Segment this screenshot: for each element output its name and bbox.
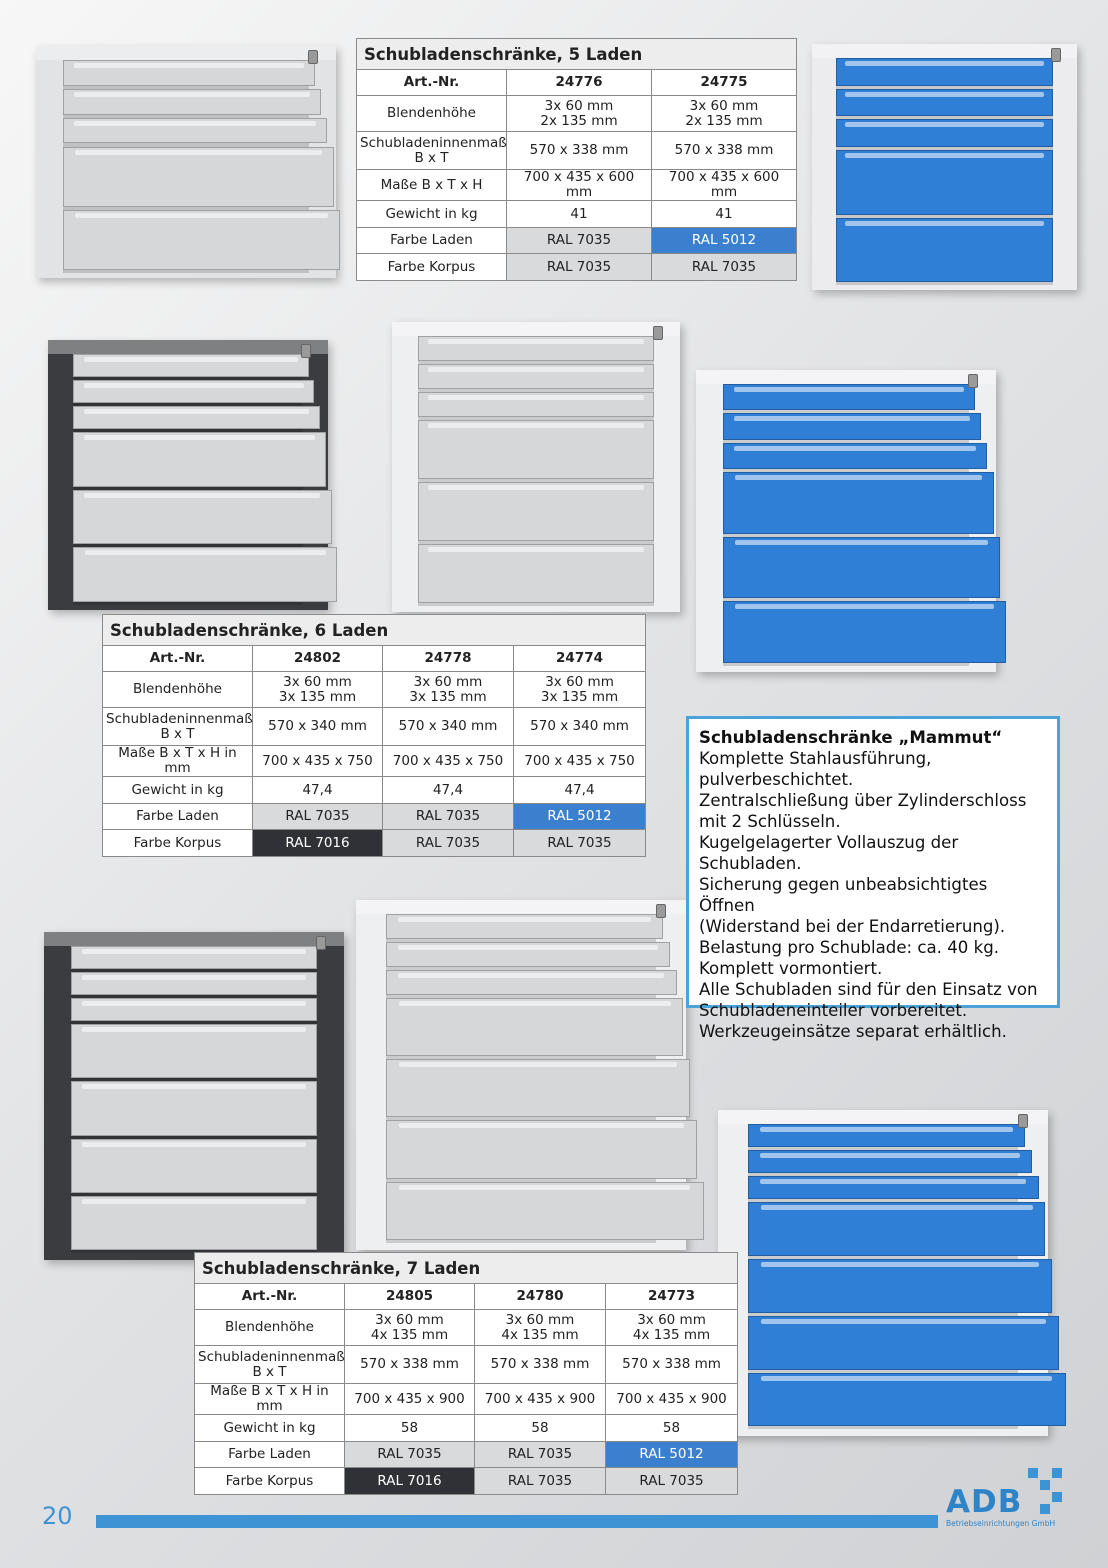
spec-value: 700 x 435 x 750 (383, 746, 514, 777)
row-label: Blendenhöhe (103, 672, 253, 708)
spec-value: 700 x 435 x 900 (345, 1384, 475, 1415)
row-label: Gewicht in kg (103, 777, 253, 804)
drawer-handle (761, 1319, 1046, 1324)
drawer (73, 380, 314, 403)
drawer-handle (735, 540, 988, 545)
drawer (418, 544, 654, 603)
table-title: Schubladenschränke, 6 Laden (103, 615, 646, 646)
spec-value: RAL 7035 (507, 254, 652, 281)
drawer (418, 420, 654, 479)
cabinet-front (386, 914, 657, 1243)
drawer-handle (74, 121, 315, 126)
table-row (357, 201, 797, 228)
logo-name: ADB (946, 1484, 1023, 1520)
cabinet-6-anthracite-image (48, 340, 328, 610)
drawer-handle (82, 949, 307, 954)
article-number: 24805 (345, 1284, 475, 1310)
spec-value: 570 x 340 mm (253, 708, 383, 746)
drawer-handle (399, 1123, 684, 1128)
drawer-handle (82, 1027, 307, 1032)
drawer-handle (845, 92, 1043, 97)
drawer (71, 1081, 317, 1135)
cabinet-5-blue-image (812, 44, 1077, 290)
spec-value: 3x 60 mm 4x 135 mm (475, 1310, 606, 1346)
info-line: Belastung pro Schublade: ca. 40 kg. (699, 938, 1000, 957)
row-label: Maße B x T x H (357, 170, 507, 201)
drawer-handle (428, 339, 643, 344)
lock-icon (308, 50, 318, 64)
spec-value: RAL 7035 (383, 804, 514, 830)
spec-value: 3x 60 mm 4x 135 mm (606, 1310, 738, 1346)
cabinet-top (44, 932, 344, 946)
row-label: Blendenhöhe (195, 1310, 345, 1346)
table-row (357, 170, 797, 201)
info-line: Komplett vormontiert. (699, 959, 883, 978)
spec-value: RAL 7016 (345, 1468, 475, 1495)
drawer-handle (761, 1262, 1039, 1267)
drawer-handle (734, 416, 970, 421)
spec-value: RAL 7035 (514, 830, 646, 857)
spec-value: RAL 7035 (475, 1468, 606, 1495)
drawer-handle (734, 387, 964, 392)
drawer (748, 1202, 1046, 1256)
drawer-handle (845, 153, 1043, 158)
cabinet-top (392, 322, 680, 336)
spec-value: RAL 7035 (253, 804, 383, 830)
drawer (73, 406, 320, 429)
table-row (103, 830, 646, 857)
row-label: Schubladeninnenmaß B x T (357, 132, 507, 170)
article-number: 24775 (652, 70, 797, 96)
cabinet-top (812, 44, 1077, 58)
lock-icon (301, 344, 311, 358)
drawer (71, 946, 317, 969)
row-label: Farbe Korpus (103, 830, 253, 857)
spec-value: RAL 7035 (652, 254, 797, 281)
drawer (386, 1059, 690, 1117)
table-header-row (195, 1284, 738, 1310)
spec-value: 47,4 (383, 777, 514, 804)
logo-subtitle: Betriebseinrichtungen GmbH (946, 1519, 1056, 1528)
spec-value: RAL 5012 (652, 228, 797, 254)
row-label: Maße B x T x H in mm (195, 1384, 345, 1415)
info-title: Schubladenschränke „Mammut“ (699, 728, 1003, 747)
spec-value: 570 x 338 mm (606, 1346, 738, 1384)
logo-square-icon (1052, 1492, 1062, 1502)
footer-bar (96, 1515, 938, 1528)
drawer (63, 89, 321, 115)
drawer-handle (734, 446, 975, 451)
lock-icon (653, 326, 663, 340)
spec-value: 700 x 435 x 900 (475, 1384, 606, 1415)
drawer (836, 119, 1053, 147)
drawer-handle (84, 409, 309, 414)
article-number: 24802 (253, 646, 383, 672)
table-row (103, 804, 646, 830)
row-label: Schubladeninnenmaß B x T (195, 1346, 345, 1384)
row-label: Blendenhöhe (357, 96, 507, 132)
art-nr-label: Art.-Nr. (195, 1284, 345, 1310)
table-row (195, 1384, 738, 1415)
spec-value: 700 x 435 x 600 mm (507, 170, 652, 201)
cabinet-front (418, 336, 654, 606)
info-line: (Widerstand bei der Endarretierung). (699, 917, 1006, 936)
drawer (836, 58, 1053, 86)
drawer (723, 413, 981, 439)
spec-value: RAL 7035 (475, 1442, 606, 1468)
spec-value: RAL 5012 (606, 1442, 738, 1468)
drawer-handle (82, 1001, 307, 1006)
drawer-handle (398, 945, 658, 950)
lock-icon (656, 904, 666, 918)
spec-value: 3x 60 mm 3x 135 mm (514, 672, 646, 708)
cabinet-6-grey-image (392, 322, 680, 612)
info-text (699, 748, 1047, 1042)
table-header-row (357, 70, 797, 96)
drawer (63, 60, 315, 86)
spec-value: 700 x 435 x 600 mm (652, 170, 797, 201)
cabinet-6-blue-image (696, 370, 996, 672)
info-line: mit 2 Schlüsseln. (699, 812, 841, 831)
table-row (195, 1310, 738, 1346)
drawer-handle (761, 1376, 1052, 1381)
drawer (386, 1120, 697, 1178)
spec-value: RAL 7016 (253, 830, 383, 857)
cabinet-top (36, 46, 336, 60)
drawer (71, 1196, 317, 1250)
article-number: 24773 (606, 1284, 738, 1310)
drawer (418, 364, 654, 389)
drawer (836, 150, 1053, 215)
table-row (103, 672, 646, 708)
drawer-handle (760, 1127, 1013, 1132)
spec-value: 700 x 435 x 900 (606, 1384, 738, 1415)
drawer (386, 970, 677, 995)
table-row (357, 96, 797, 132)
drawer-handle (75, 213, 328, 218)
drawer (748, 1373, 1066, 1427)
drawer (63, 147, 334, 207)
spec-value: RAL 7035 (383, 830, 514, 857)
article-number: 24776 (507, 70, 652, 96)
row-label: Maße B x T x H in mm (103, 746, 253, 777)
cabinet-7-blue-image (718, 1110, 1048, 1436)
drawer (73, 547, 337, 601)
spec-value: RAL 7035 (345, 1442, 475, 1468)
drawer (748, 1124, 1025, 1147)
lock-icon (1018, 1114, 1028, 1128)
drawer (418, 392, 654, 417)
art-nr-label: Art.-Nr. (103, 646, 253, 672)
article-number: 24780 (475, 1284, 606, 1310)
cabinet-front (836, 58, 1053, 285)
spec-table-7-drawers (194, 1252, 738, 1495)
logo-square-icon (1052, 1468, 1062, 1478)
drawer (71, 1024, 317, 1078)
table-row (195, 1346, 738, 1384)
spec-value: RAL 7035 (606, 1468, 738, 1495)
spec-value: 47,4 (253, 777, 383, 804)
info-line: Komplette Stahlausführung, (699, 749, 932, 768)
lock-icon (316, 936, 326, 950)
drawer-handle (74, 63, 304, 68)
drawer-handle (84, 357, 299, 362)
drawer (63, 210, 340, 270)
drawer-handle (399, 1185, 690, 1190)
drawer (386, 1182, 704, 1240)
page-number: 20 (42, 1502, 73, 1530)
spec-value: 41 (507, 201, 652, 228)
drawer-handle (82, 1199, 307, 1204)
product-info-box (686, 716, 1060, 1041)
lock-icon (1051, 48, 1061, 62)
drawer (386, 998, 684, 1056)
row-label: Farbe Korpus (357, 254, 507, 281)
spec-value: 3x 60 mm 2x 135 mm (652, 96, 797, 132)
drawer (386, 914, 663, 939)
cabinet-5-grey-image (36, 46, 336, 278)
spec-value: RAL 7035 (507, 228, 652, 254)
drawer-handle (735, 475, 982, 480)
drawer-handle (84, 493, 320, 498)
article-number: 24778 (383, 646, 514, 672)
drawer-handle (428, 547, 643, 552)
spec-value: 58 (345, 1415, 475, 1442)
spec-value: 570 x 340 mm (383, 708, 514, 746)
drawer-handle (82, 975, 307, 980)
drawer-handle (845, 221, 1043, 226)
spec-value: 3x 60 mm 3x 135 mm (253, 672, 383, 708)
spec-value: 700 x 435 x 750 (253, 746, 383, 777)
spec-value: 3x 60 mm 4x 135 mm (345, 1310, 475, 1346)
spec-value: 570 x 338 mm (652, 132, 797, 170)
table-title: Schubladenschränke, 7 Laden (195, 1253, 738, 1284)
drawer-handle (399, 1001, 671, 1006)
spec-value: 700 x 435 x 750 (514, 746, 646, 777)
cabinet-front (748, 1124, 1019, 1429)
table-row (357, 132, 797, 170)
spec-value: 570 x 340 mm (514, 708, 646, 746)
table-header-row (103, 646, 646, 672)
drawer (73, 354, 308, 377)
drawer (836, 89, 1053, 117)
drawer (723, 537, 1000, 599)
cabinet-front (73, 354, 303, 605)
drawer (723, 601, 1006, 663)
drawer-handle (845, 122, 1043, 127)
drawer-handle (428, 423, 643, 428)
drawer (723, 472, 994, 534)
drawer-handle (398, 917, 651, 922)
drawer (748, 1316, 1059, 1370)
drawer-handle (75, 150, 322, 155)
info-line: Werkzeugeinsätze separat erhältlich. (699, 1022, 1007, 1041)
cabinet-top (356, 900, 686, 914)
row-label: Schubladeninnenmaß B x T (103, 708, 253, 746)
spec-value: 41 (652, 201, 797, 228)
drawer-handle (761, 1205, 1033, 1210)
drawer-handle (85, 550, 326, 555)
table-row (103, 746, 646, 777)
drawer-handle (735, 604, 993, 609)
drawer (73, 432, 326, 486)
cabinet-top (696, 370, 996, 384)
drawer (748, 1176, 1039, 1199)
table-row (195, 1468, 738, 1495)
spec-value: 570 x 338 mm (345, 1346, 475, 1384)
drawer (418, 482, 654, 541)
spec-value: 58 (475, 1415, 606, 1442)
drawer (836, 218, 1053, 283)
logo-square-icon (1040, 1480, 1050, 1490)
spec-value: 570 x 338 mm (507, 132, 652, 170)
drawer-handle (74, 92, 310, 97)
cabinet-7-anthracite-image (44, 932, 344, 1260)
info-line: Kugelgelagerter Vollauszug der Schubladen. (699, 833, 959, 873)
spec-value: 570 x 338 mm (475, 1346, 606, 1384)
drawer-handle (398, 973, 664, 978)
logo-square-icon (1028, 1468, 1038, 1478)
drawer-handle (428, 485, 643, 490)
drawer-handle (84, 435, 315, 440)
spec-value: RAL 5012 (514, 804, 646, 830)
row-label: Farbe Laden (195, 1442, 345, 1468)
drawer (73, 490, 331, 544)
info-line: Zentralschließung über Zylinderschloss (699, 791, 1027, 810)
row-label: Gewicht in kg (195, 1415, 345, 1442)
drawer-handle (428, 367, 643, 372)
drawer-handle (84, 383, 304, 388)
row-label: Farbe Korpus (195, 1468, 345, 1495)
table-row (357, 254, 797, 281)
lock-icon (968, 374, 978, 388)
table-row (103, 708, 646, 746)
info-line: Sicherung gegen unbeabsichtigtes Öffnen (699, 875, 988, 915)
drawer-handle (399, 1062, 677, 1067)
row-label: Gewicht in kg (357, 201, 507, 228)
spec-table-5-drawers (356, 38, 797, 281)
drawer (71, 972, 317, 995)
cabinet-front (63, 60, 309, 273)
drawer (71, 998, 317, 1021)
table-row (103, 777, 646, 804)
table-row (195, 1415, 738, 1442)
cabinet-top (48, 340, 328, 354)
drawer-handle (845, 61, 1043, 66)
drawer (386, 942, 670, 967)
cabinet-front (723, 384, 969, 666)
drawer (723, 384, 975, 410)
drawer (748, 1259, 1052, 1313)
info-line: Alle Schubladen sind für den Einsatz von (699, 980, 1038, 999)
spec-value: 47,4 (514, 777, 646, 804)
drawer (748, 1150, 1032, 1173)
drawer-handle (82, 1142, 307, 1147)
spec-value: 58 (606, 1415, 738, 1442)
drawer (723, 443, 987, 469)
drawer-handle (82, 1084, 307, 1089)
drawer-handle (760, 1153, 1020, 1158)
table-title: Schubladenschränke, 5 Laden (357, 39, 797, 70)
table-row (357, 228, 797, 254)
cabinet-front (71, 946, 317, 1253)
spec-value: 3x 60 mm 2x 135 mm (507, 96, 652, 132)
cabinet-7-grey-image (356, 900, 686, 1250)
article-number: 24774 (514, 646, 646, 672)
art-nr-label: Art.-Nr. (357, 70, 507, 96)
row-label: Farbe Laden (357, 228, 507, 254)
spec-value: 3x 60 mm 3x 135 mm (383, 672, 514, 708)
info-line: Schubladeneinteiler vorbereitet. (699, 1001, 968, 1020)
cabinet-top (718, 1110, 1048, 1124)
info-line: pulverbeschichtet. (699, 770, 854, 789)
row-label: Farbe Laden (103, 804, 253, 830)
table-row (195, 1442, 738, 1468)
drawer (418, 336, 654, 361)
drawer (63, 118, 327, 144)
drawer-handle (428, 395, 643, 400)
drawer-handle (760, 1179, 1026, 1184)
drawer (71, 1139, 317, 1193)
spec-table-6-drawers (102, 614, 646, 857)
logo-square-icon (1040, 1504, 1050, 1514)
